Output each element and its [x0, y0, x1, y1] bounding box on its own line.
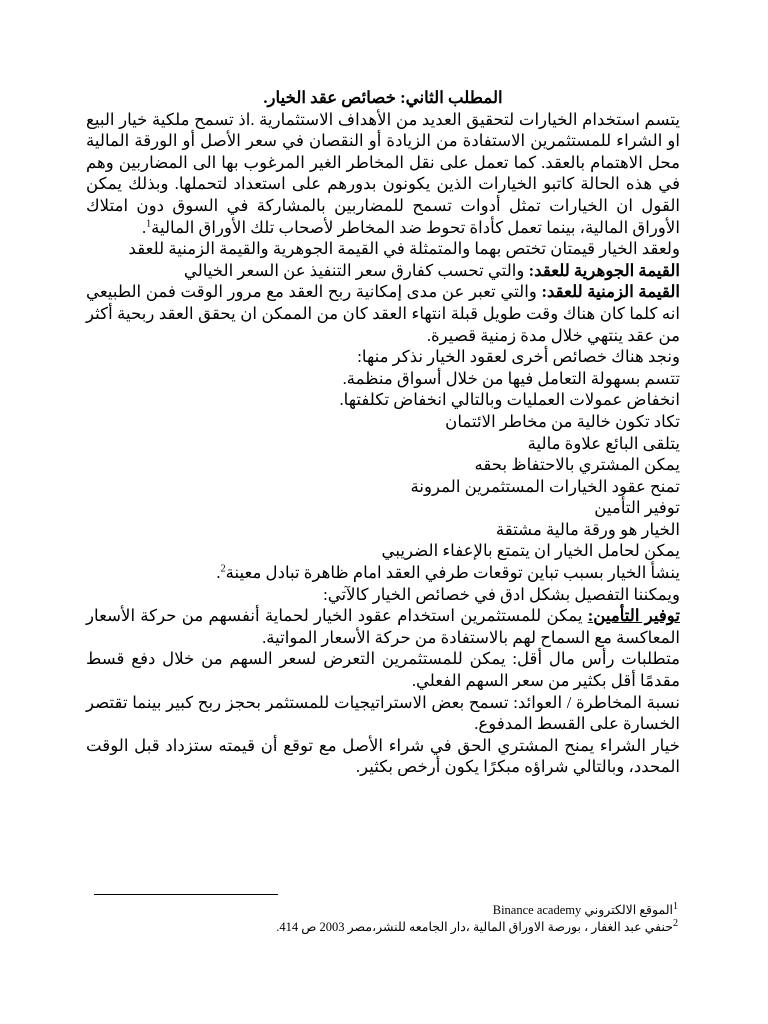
footnote-text: حنفي عبد الغفار ، بورصة الاوراق المالية ،دار الجامعه للنشر،مصر 2003 ص 414.: [276, 920, 673, 934]
detail-intro: ويمكننا التفصيل بشكل ادق في خصائص الخيار كالآتي:: [323, 584, 680, 604]
feature-item: يمكن المشتري بالاحتفاظ بحقه: [474, 455, 680, 475]
intro-paragraph: يتسم استخدام الخيارات لتحقيق العديد من الأهداف الاستثمارية .اذ تسمح ملكية خيار البيع او الشراء للمستثمرين الاستفادة من الزيادة أو النقصان في سعر الأصل أو الورقة المالية محل الاهتمام بالعقد. كما تعمل على نقل المخاطر الغير المرغوب بها الى المضاربين وهم في هذه الحالة كاتبو الخيارات الذين يكونون بدورهم على استعداد لتحملها. وبذلك يمكن القول ان الخيارات تمثل أدوات تسمح للمضاربين بالمشاركة في السوق دون امتلاك الأوراق المالية، بينما تعمل كأداة تحوط ضد المخاطر لأصحاب تلك الأوراق المالية$^1$.: [86, 109, 680, 237]
footnote-text: الموقع الالكتروني Binance academy: [492, 903, 673, 917]
footnote-number: 2: [673, 917, 678, 929]
footnotes: [250, 902, 678, 936]
feature-item: الخيار هو ورقة مالية مشتقة: [495, 519, 680, 539]
footnote-ref-1: 1: [146, 218, 152, 230]
footnote-2: [250, 919, 678, 936]
footnote-ref-2: 2: [220, 563, 226, 575]
feature-item: يتلقى البائع علاوة مالية: [527, 433, 680, 453]
intrinsic-value-text: والتي تحسب كفارق سعر التنفيذ عن السعر الخيالي: [183, 260, 529, 280]
time-value-term: القيمة الزمنية للعقد:: [541, 282, 680, 302]
insurance-term: توفير التأمين:: [587, 606, 680, 626]
section-title: المطلب الثاني: خصائص عقد الخيار.: [263, 88, 503, 107]
feature-item: انخفاض عمولات العمليات وبالتالي انخفاض تكلفتها.: [339, 390, 680, 410]
footnote-number: 1: [673, 900, 678, 912]
capital-paragraph: متطلبات رأس مال أقل: يمكن للمستثمرين التعرض لسعر السهم من خلال دفع قسط مقدمًا أقل بكثير من سعر السهم الفعلي.: [86, 649, 680, 691]
feature-item: تمنح عقود الخيارات المستثمرين المرونة: [410, 476, 680, 496]
feature-item: توفير التأمين: [594, 498, 680, 518]
feature-item: يمكن لحامل الخيار ان يتمتع بالإعفاء الضريبي: [381, 541, 680, 561]
document-body: [86, 87, 680, 778]
intrinsic-value-term: القيمة الجوهرية للعقد:: [528, 260, 680, 280]
time-value-text: والتي تعبر عن مدى إمكانية ربح العقد مع مرور الوقت فمن الطبيعي انه كلما كان هناك وقت طويل قبلة انتهاء العقد كان من الممكن ان يحقق العقد ربحية أكثر من عقد ينتهي خلال مدة زمنية قصيرة.: [86, 282, 680, 345]
time-value-paragraph: [86, 281, 680, 346]
feature-item: تكاد تكون خالية من مخاطر الائتمان: [445, 411, 680, 431]
intro-text: يتسم استخدام الخيارات لتحقيق العديد من الأهداف الاستثمارية .اذ تسمح ملكية خيار البيع او الشراء للمستثمرين الاستفادة من الزيادة أو النقصان في سعر الأصل أو الورقة المالية محل الاهتمام بالعقد. كما تعمل على نقل المخاطر الغير المرغوب بها الى المضاربين وهم في هذه الحالة كاتبو الخيارات الذين يكونون بدورهم على استعداد لتحملها. وبذلك يمكن القول ان الخيارات تمثل أدوات تسمح للمضاربين بالمشاركة في السوق دون امتلاك الأوراق المالية، بينما تعمل كأداة تحوط ضد المخاطر لأصحاب تلك الأوراق المالية: [86, 109, 680, 237]
values-intro: ولعقد الخيار قيمتان تختص بهما والمتمثلة في القيمة الجوهرية والقيمة الزمنية للعقد: [128, 239, 680, 259]
footnote-1: [250, 902, 678, 919]
risk-ratio-paragraph: نسبة المخاطرة / العوائد: تسمح بعض الاستراتيجيات للمستثمر بحجز ربح كبير بينما تقتصر الخسارة على القسط المدفوع.: [86, 692, 680, 734]
intrinsic-value: [86, 260, 680, 282]
other-features-intro: ونجد هناك خصائص أخرى لعقود الخيار نذكر منها:: [357, 347, 680, 367]
call-option-paragraph: خيار الشراء يمنح المشتري الحق في شراء الأصل مع توقع أن قيمته ستزداد قبل الوقت المحدد، وبالتالي شراؤه مبكرًا يكون أرخص بكثير.: [86, 735, 680, 777]
insurance-paragraph: [86, 605, 680, 648]
features-list: [86, 368, 680, 562]
feature-item: تتسم بسهولة التعامل فيها من خلال أسواق منظمة.: [342, 368, 680, 388]
footnote-separator: [94, 894, 278, 895]
insurance-text: يمكن للمستثمرين استخدام عقود الخيار لحماية أنفسهم من حركة الأسعار المعاكسة مع السماح لهم بالاستفادة من حركة الأسعار المواتية.: [86, 606, 680, 647]
arises-text: ينشأ الخيار بسبب تباين توقعات طرفي العقد امام ظاهرة تبادل معينة: [225, 563, 680, 583]
arises-line: ينشأ الخيار بسبب تباين توقعات طرفي العقد امام ظاهرة تبادل معينة$^2$.: [216, 563, 680, 583]
